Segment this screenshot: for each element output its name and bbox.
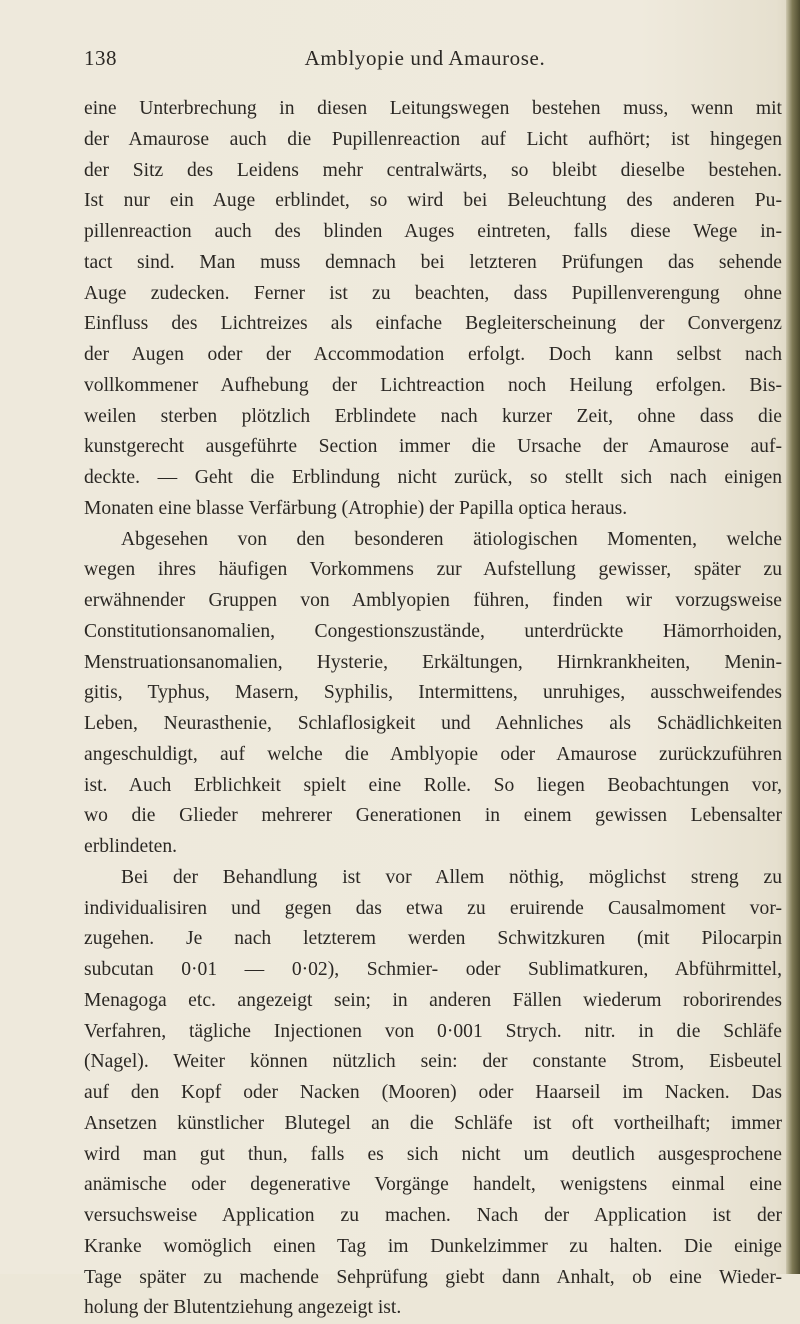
text-line: Ansetzen künstlicher Blutegel an die Schläfe ist oft vortheilhaft; immer [84, 1112, 782, 1134]
text-line: wird man gut thun, falls es sich nicht um deutlich ausgesprochene [84, 1143, 782, 1165]
text-line: subcutan 0·01 — 0·02), Schmier- oder Sublimatkuren, Abführmittel, [84, 959, 782, 980]
text-line: wo die Glieder mehrerer Generationen in einem gewissen Lebensalter [84, 805, 782, 827]
page-number: 138 [84, 46, 117, 70]
page-header [0, 46, 800, 76]
text-line: der Sitz des Leidens mehr centralwärts, so bleibt dieselbe bestehen. [84, 159, 782, 181]
text-line: Monaten eine blasse Verfärbung (Atrophie) der Papilla optica heraus. [84, 497, 628, 519]
text-line: gitis, Typhus, Masern, Syphilis, Intermittens, unruhiges, ausschweifendes [84, 682, 782, 704]
text-line: auf den Kopf oder Nacken (Mooren) oder Haarseil im Nacken. Das [84, 1082, 782, 1103]
text-line: der Augen oder der Accommodation erfolgt. Doch kann selbst nach [84, 344, 782, 365]
body-text [84, 94, 782, 1324]
text-line: erwähnender Gruppen von Amblyopien führen, finden wir vorzugsweise [84, 590, 782, 611]
text-line: weilen sterben plötzlich Erblindete nach kurzer Zeit, ohne dass die [84, 405, 782, 427]
text-line: Tage später zu machende Sehprüfung giebt dann Anhalt, ob eine Wieder- [84, 1266, 782, 1288]
text-line: Auge zudecken. Ferner ist zu beachten, dass Pupillenverengung ohne [84, 282, 782, 304]
text-line: eine Unterbrechung in diesen Leitungswegen bestehen muss, wenn mit [84, 98, 782, 119]
book-spine-edge [786, 0, 800, 1274]
text-line: Menagoga etc. angezeigt sein; in anderen Fällen wiederum roborirendes [84, 989, 782, 1011]
text-line: individualisiren und gegen das etwa zu eruirende Causalmoment vor- [84, 897, 782, 919]
text-line: Menstruationsanomalien, Hysterie, Erkältungen, Hirnkrankheiten, Menin- [84, 651, 782, 673]
text-line: (Nagel). Weiter können nützlich sein: der constante Strom, Eisbeutel [84, 1051, 782, 1073]
text-line: kunstgerecht ausgeführte Section immer die Ursache der Amaurose auf- [84, 436, 782, 458]
text-line: Leben, Neurasthenie, Schlaflosigkeit und Aehnliches als Schädlichkeiten [84, 713, 782, 734]
text-line: tact sind. Man muss demnach bei letzteren Prüfungen das sehende [84, 251, 782, 273]
text-line: deckte. — Geht die Erblindung nicht zurück, so stellt sich nach einigen [84, 467, 782, 488]
text-line: versuchsweise Application zu machen. Nach der Application ist der [84, 1205, 782, 1226]
running-title: Amblyopie und Amaurose. [304, 46, 546, 70]
text-line: anämische oder degenerative Vorgänge handelt, wenigstens einmal eine [84, 1174, 782, 1196]
text-line: Constitutionsanomalien, Congestionszustände, unterdrückte Hämorrhoiden, [84, 620, 782, 642]
text-line: angeschuldigt, auf welche die Amblyopie oder Amaurose zurückzuführen [84, 743, 782, 765]
text-line: Verfahren, tägliche Injectionen von 0·001 Strych. nitr. in die Schläfe [84, 1020, 782, 1042]
text-line: der Amaurose auch die Pupillenreaction auf Licht aufhört; ist hingegen [84, 128, 782, 150]
text-line: erblindeten. [84, 836, 178, 857]
text-line: vollkommener Aufhebung der Lichtreaction noch Heilung erfolgen. Bis- [84, 374, 782, 396]
text-line: Bei der Behandlung ist vor Allem nöthig, möglichst streng zu [121, 866, 782, 888]
text-line: Kranke womöglich einen Tag im Dunkelzimmer zu halten. Die einige [84, 1235, 782, 1257]
text-line: ist. Auch Erblichkeit spielt eine Rolle. So liegen Beobachtungen vor, [84, 774, 782, 796]
text-line: Abgesehen von den besonderen ätiologischen Momenten, welche [121, 528, 782, 550]
text-line: pillenreaction auch des blinden Auges eintreten, falls diese Wege in- [84, 221, 782, 242]
text-line: Ist nur ein Auge erblindet, so wird bei Beleuchtung des anderen Pu- [84, 190, 782, 212]
text-line: holung der Blutentziehung angezeigt ist. [84, 1297, 402, 1319]
text-line: wegen ihres häufigen Vorkommens zur Aufstellung gewisser, später zu [84, 559, 782, 581]
text-line: Einfluss des Lichtreizes als einfache Begleiterscheinung der Convergenz [84, 313, 782, 335]
text-line: zugehen. Je nach letzterem werden Schwitzkuren (mit Pilocarpin [84, 928, 782, 950]
